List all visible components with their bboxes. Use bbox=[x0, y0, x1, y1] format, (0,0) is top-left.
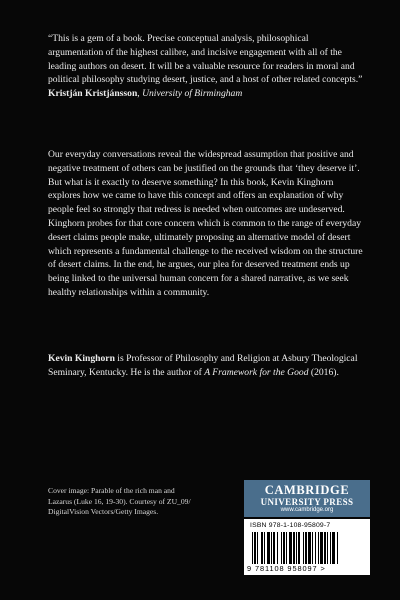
barcode-digits: 9 781108 958097 > bbox=[247, 564, 326, 573]
author-previous-book: A Framework for the Good bbox=[204, 366, 309, 378]
cover-image-credit: Cover image: Parable of the rich man and Lazarus (Luke 16, 19-30). Courtesy of ZU_09/ DigitalVision Vectors/Getty Images. bbox=[48, 486, 191, 517]
publisher-url: www.cambridge.org bbox=[280, 507, 334, 513]
isbn-barcode bbox=[244, 519, 370, 575]
author-previous-book-year: (2016). bbox=[308, 366, 339, 378]
book-description: Our everyday conversations reveal the widespread assumption that positive and negative treatment of others can be justified on the grounds that ‘they deserve it’. But what is it exactly to deserve something? In this book, Kevin Kinghorn explores how we came to have this concept and offers an explanation of why people feel so strongly that redress is needed when outcomes are undeserved. Kinghorn probes for that core concern which is common to the range of everyday desert claims people make, ultimately proposing an alternative model of desert which represents a fundamental challenge to the received wisdom on the structure of desert claims. In the end, he argues, our plea for deserved treatment ends up being linked to the universal human concern for a shared narrative, as we seek healthy relationships within a community. bbox=[48, 149, 363, 298]
barcode-bars bbox=[252, 532, 362, 564]
publisher-block bbox=[244, 480, 370, 578]
author-name: Kevin Kinghorn bbox=[48, 353, 115, 364]
isbn-label: ISBN 978-1-108-95809-7 bbox=[250, 522, 331, 529]
author-bio bbox=[48, 352, 366, 380]
endorser-affiliation: University of Birmingham bbox=[142, 88, 243, 100]
endorsement-blurb bbox=[48, 32, 366, 101]
endorsement-attribution: Kristján Kristjánsson, University of Birmingham bbox=[48, 88, 243, 100]
publisher-name-line2: UNIVERSITY PRESS bbox=[260, 497, 354, 507]
endorsement-quote: “This is a gem of a book. Precise conceptual analysis, philosophical argumentation of the highest calibre, and incisive engagement with all of the leading authors on desert. It will be a valuable resource for readers in moral and political philosophy studying desert, justice, and a host of other related concepts.” bbox=[48, 33, 363, 86]
publisher-name-line1: CAMBRIDGE bbox=[264, 483, 350, 497]
endorser-name: Kristján Kristjánsson bbox=[48, 88, 138, 100]
publisher-logo bbox=[244, 480, 370, 517]
author-bio-text: is Professor of Philosophy and Religion at Asbury Theological Seminary, Kentucky. He is the author of bbox=[48, 353, 358, 378]
